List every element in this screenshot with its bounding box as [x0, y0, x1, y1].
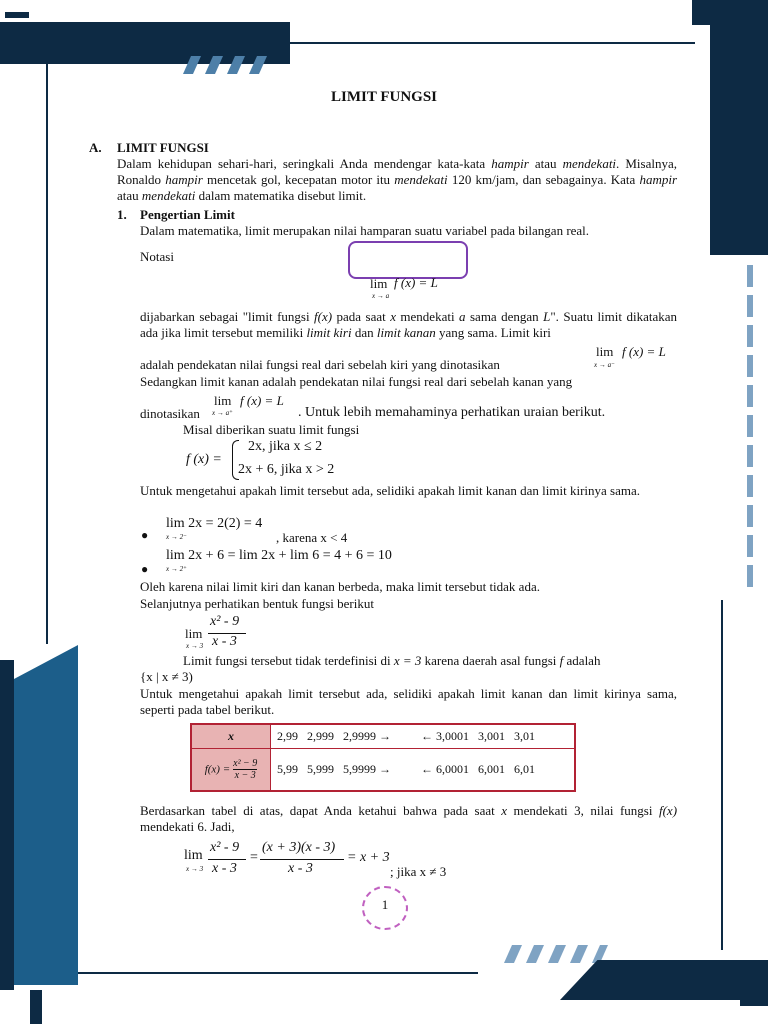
bullet-1-dot: ●: [141, 528, 149, 542]
right-top-bar: [710, 0, 768, 255]
final-num: x² - 9: [210, 840, 240, 855]
top-left-tab: [5, 12, 29, 18]
fraction-lim: lim: [185, 626, 203, 641]
intro-paragraph: Dalam kehidupan sehari-hari, seringkali Anda mendengar kata-kata hampir atau mendekati. Misalnya, Ronaldo hampir mencetak gol, kecepatan motor itu mendekati 120 km/jam, dan sebagainya. Kata hampir atau mendekati dalam matematika disebut limit.: [117, 156, 678, 203]
section-title: LIMIT FUNGSI: [117, 140, 209, 155]
notation-expr: f (x) = L: [394, 275, 438, 290]
bottom-right-tab: [740, 1000, 768, 1006]
uraian-text: . Untuk lebih memahaminya perhatikan uraian berikut.: [298, 405, 606, 420]
after-table-text: Berdasarkan tabel di atas, dapat Anda ketahui bahwa pada saat x mendekati 3, nilai fungsi f(x) mendekati 6. Jadi,: [140, 803, 678, 834]
right-rule: [721, 600, 723, 950]
bullet-1-expr: lim 2x = 2(2) = 4: [166, 516, 263, 531]
subsection-title: Pengertian Limit: [140, 207, 235, 222]
top-rule: [290, 42, 695, 44]
fraction-num: x² - 9: [210, 614, 240, 629]
piecewise-case-2: 2x + 6, jika x > 2: [238, 462, 335, 477]
left-limit-text: adalah pendekatan nilai fungsi real dari sebelah kiri yang dinotasikan: [140, 357, 500, 372]
bullet-2-sub: x → 2⁺: [166, 565, 187, 573]
right-limit-text: Sedangkan limit kanan adalah pendekatan nilai fungsi real dari sebelah kanan yang: [140, 374, 573, 389]
final-bar-1: [208, 859, 246, 860]
section-marker: A.: [89, 140, 102, 155]
value-table: [190, 723, 576, 792]
left-limit-sub: x → a⁻: [594, 361, 615, 369]
left-bottom-strip: [0, 660, 14, 990]
final-bar-2: [260, 859, 344, 860]
final-sub: x → 3: [186, 865, 204, 873]
right-top-block: [692, 0, 710, 25]
notation-sub: x → a: [372, 292, 390, 300]
final-condition: ; jika x ≠ 3: [390, 864, 447, 879]
example-intro: Misal diberikan suatu limit fungsi: [183, 422, 360, 437]
piecewise-case-1: 2x, jika x ≤ 2: [248, 439, 323, 454]
fraction-den: x - 3: [212, 634, 237, 649]
table-row: [191, 724, 575, 749]
subsection-marker: 1.: [117, 207, 127, 222]
left-bottom-tab: [30, 990, 42, 1024]
final-result: = x + 3: [347, 850, 390, 865]
check-text: Untuk mengetahui apakah limit tersebut ada, selidiki apakah limit kanan dan limit kirinya sama, seperti pada tabel berikut.: [140, 686, 677, 717]
undefined-text: Limit fungsi tersebut tidak terdefinisi di x = 3 karena daerah asal fungsi f adalah: [183, 653, 601, 668]
left-rule: [46, 64, 48, 644]
right-limit-lim: lim: [214, 393, 232, 408]
explanation-paragraph: dijabarkan sebagai "limit fungsi f(x) pada saat x mendekati a sama dengan L". Suatu limit dikatakan ada jika limit tersebut memiliki limit kiri dan limit kanan yang sama. Limit kiri: [140, 309, 677, 340]
notation-box: [348, 241, 468, 279]
domain-set: {x | x ≠ 3): [140, 669, 193, 684]
page-number: 1: [381, 897, 389, 912]
bottom-rule: [78, 972, 478, 974]
table-cell: 2,99 2,999 2,9999 → ← 3,0001 3,001 3,01: [271, 724, 576, 749]
table-header-fx: f(x) = $\frac{\text{x² − 9}}{x - 3}$: [191, 749, 271, 791]
header-fx-num: x² − 9: [233, 758, 258, 770]
notasi-label: Notasi: [140, 249, 174, 264]
fraction-sub: x → 3: [186, 642, 204, 650]
table-row: [191, 749, 575, 791]
dinotasikan-label: dinotasikan: [140, 406, 200, 421]
final-den: x - 3: [212, 861, 237, 876]
page-title: LIMIT FUNGSI: [331, 89, 437, 105]
final-num-2: (x + 3)(x - 3): [262, 840, 336, 855]
example-question: Untuk mengetahui apakah limit tersebut ada, selidiki apakah limit kanan dan limit kirinya sama.: [140, 483, 641, 498]
bullet-1-sub: x → 2⁻: [166, 533, 187, 541]
final-den-2: x - 3: [288, 861, 313, 876]
piecewise-label: f (x) =: [186, 452, 222, 467]
right-stripes: [725, 265, 765, 595]
conclusion: Oleh karena nilai limit kiri dan kanan berbeda, maka limit tersebut tidak ada.: [140, 579, 540, 594]
bullet-2-dot: ●: [141, 562, 149, 576]
right-limit-sub: x → a⁺: [212, 409, 233, 417]
definition-line: Dalam matematika, limit merupakan nilai hamparan suatu variabel pada bilangan real.: [140, 223, 590, 238]
right-limit-expr: f (x) = L: [240, 393, 284, 408]
bottom-stripes: [500, 945, 610, 965]
next-text: Selanjutnya perhatikan bentuk fungsi berikut: [140, 596, 374, 611]
notation-lim: lim: [370, 276, 388, 291]
header-fx-den: x − 3: [234, 770, 256, 782]
bullet-2-expr: lim 2x + 6 = lim 2x + lim 6 = 4 + 6 = 10: [166, 548, 392, 563]
table-header-x: x: [191, 724, 271, 749]
left-limit-expr: f (x) = L: [622, 344, 666, 359]
final-lim: lim: [184, 848, 203, 863]
table-cell: 5,99 5,999 5,9999 → ← 6,0001 6,001 6,01: [271, 749, 576, 791]
top-stripes: [175, 56, 275, 76]
bullet-1-note: , karena x < 4: [276, 530, 348, 545]
final-eq: =: [250, 850, 258, 865]
bottom-right-bar: [560, 960, 768, 1000]
left-bottom-bar: [14, 645, 78, 985]
left-limit-lim: lim: [596, 344, 614, 359]
